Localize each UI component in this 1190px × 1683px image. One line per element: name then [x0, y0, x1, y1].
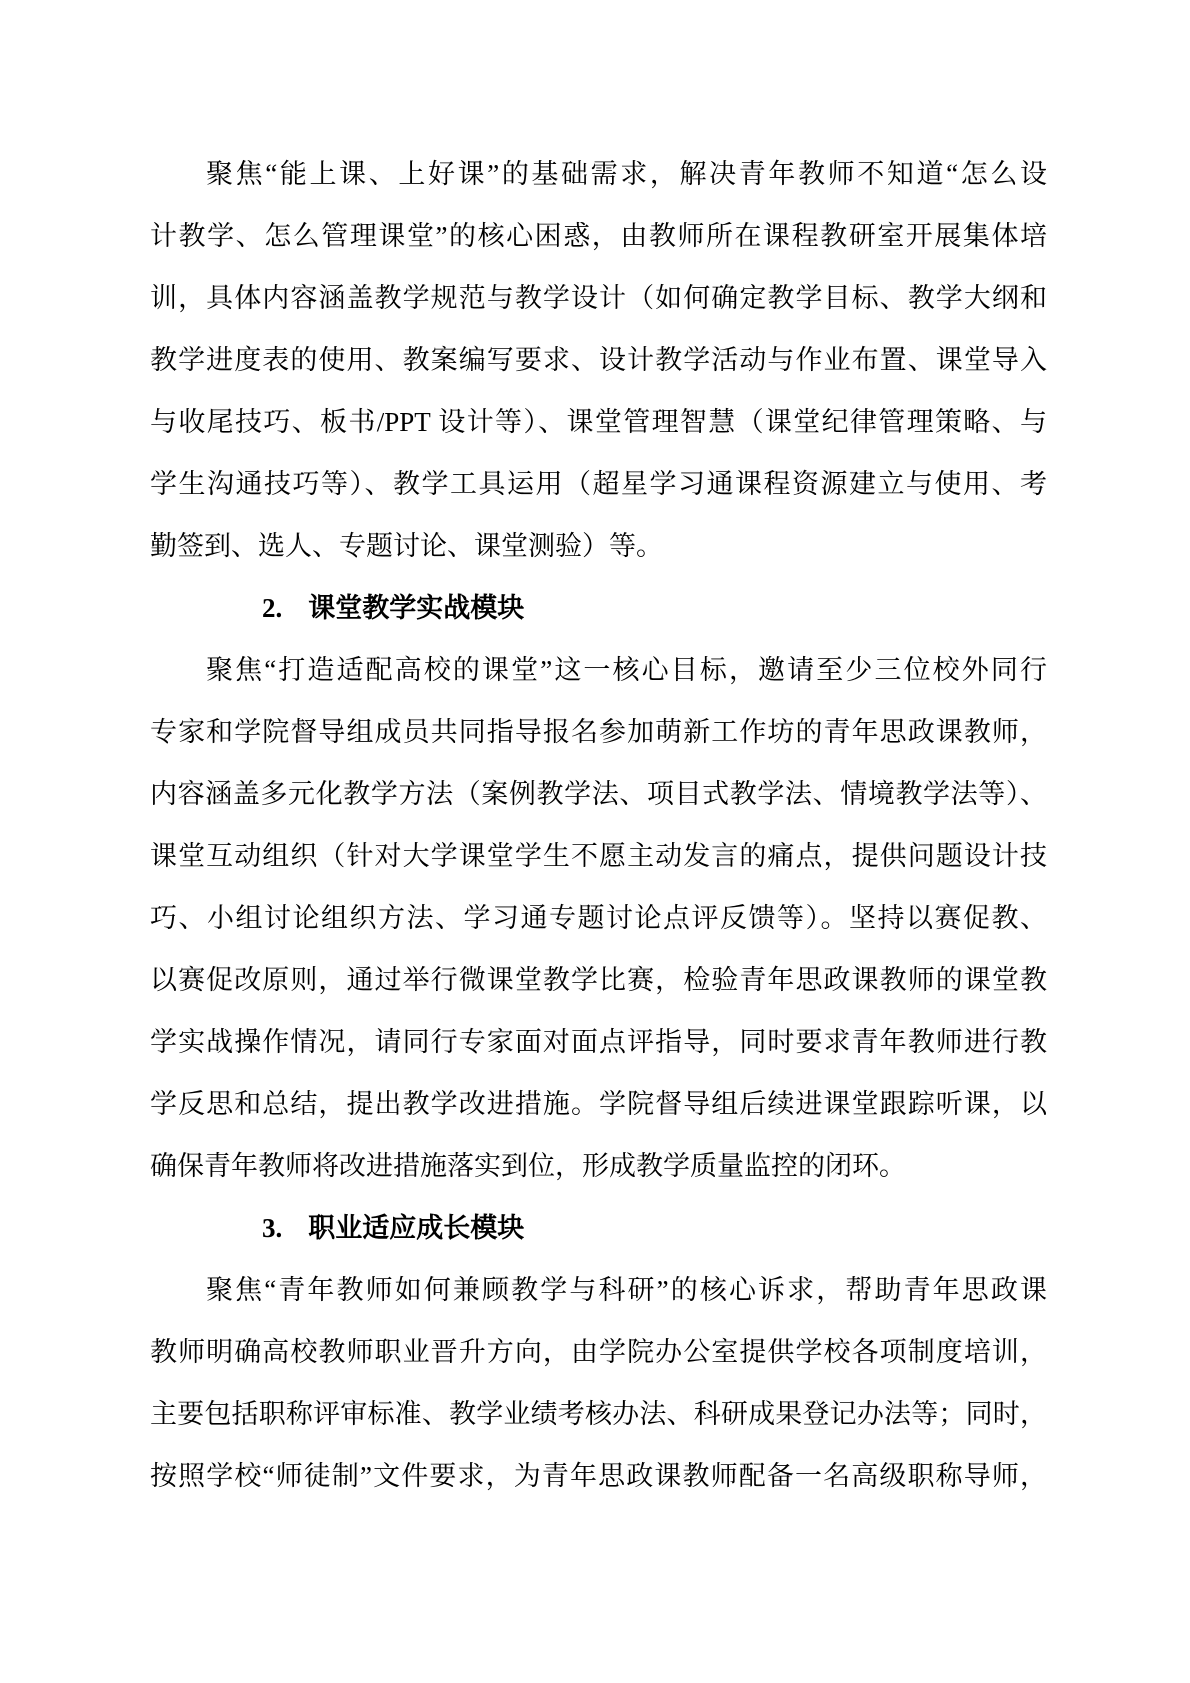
paragraph-3 — [150, 1259, 1047, 1507]
paragraph-line: 学反思和总结，提出教学改进措施。学院督导组后续进课堂跟踪听课，以 — [150, 1089, 1047, 1119]
section-heading-3 — [150, 1197, 1047, 1259]
paragraph-line: 勤签到、选人、专题讨论、课堂测验）等。 — [150, 531, 663, 561]
paragraph-1 — [150, 143, 1047, 577]
paragraph-line: 训，具体内容涵盖教学规范与教学设计（如何确定教学目标、教学大纲和 — [150, 283, 1047, 313]
document-content — [150, 143, 1047, 1507]
paragraph-line: 与收尾技巧、板书/PPT 设计等）、课堂管理智慧（课堂纪律管理策略、与 — [150, 407, 1047, 437]
paragraph-line: 聚焦“打造适配高校的课堂”这一核心目标，邀请至少三位校外同行 — [206, 655, 1047, 685]
paragraph-line: 专家和学院督导组成员共同指导报名参加萌新工作坊的青年思政课教师， — [150, 717, 1047, 747]
paragraph-line: 以赛促改原则，通过举行微课堂教学比赛，检验青年思政课教师的课堂教 — [150, 965, 1047, 995]
paragraph-line: 主要包括职称评审标准、教学业绩考核办法、科研成果登记办法等；同时， — [150, 1399, 1047, 1429]
paragraph-line: 聚焦“能上课、上好课”的基础需求，解决青年教师不知道“怎么设 — [206, 159, 1047, 189]
heading-title: 职业适应成长模块 — [308, 1213, 525, 1243]
heading-title: 课堂教学实战模块 — [308, 593, 525, 623]
paragraph-line: 内容涵盖多元化教学方法（案例教学法、项目式教学法、情境教学法等）、 — [150, 779, 1047, 809]
paragraph-line: 课堂互动组织（针对大学课堂学生不愿主动发言的痛点，提供问题设计技 — [150, 841, 1047, 871]
paragraph-line: 按照学校“师徒制”文件要求，为青年思政课教师配备一名高级职称导师， — [150, 1461, 1047, 1491]
paragraph-line: 巧、小组讨论组织方法、学习通专题讨论点评反馈等）。坚持以赛促教、 — [150, 903, 1047, 933]
paragraph-line: 学实战操作情况，请同行专家面对面点评指导，同时要求青年教师进行教 — [150, 1027, 1047, 1057]
section-heading-2 — [150, 577, 1047, 639]
paragraph-line: 确保青年教师将改进措施落实到位，形成教学质量监控的闭环。 — [150, 1151, 906, 1181]
paragraph-2 — [150, 639, 1047, 1197]
paragraph-line: 计教学、怎么管理课堂”的核心困惑，由教师所在课程教研室开展集体培 — [150, 221, 1047, 251]
heading-number: 3. — [262, 1213, 283, 1243]
paragraph-line: 教学进度表的使用、教案编写要求、设计教学活动与作业布置、课堂导入 — [150, 345, 1047, 375]
paragraph-line: 聚焦“青年教师如何兼顾教学与科研”的核心诉求，帮助青年思政课 — [206, 1275, 1047, 1305]
paragraph-line: 学生沟通技巧等）、教学工具运用（超星学习通课程资源建立与使用、考 — [150, 469, 1047, 499]
heading-number: 2. — [262, 593, 283, 623]
paragraph-line: 教师明确高校教师职业晋升方向，由学院办公室提供学校各项制度培训， — [150, 1337, 1047, 1367]
